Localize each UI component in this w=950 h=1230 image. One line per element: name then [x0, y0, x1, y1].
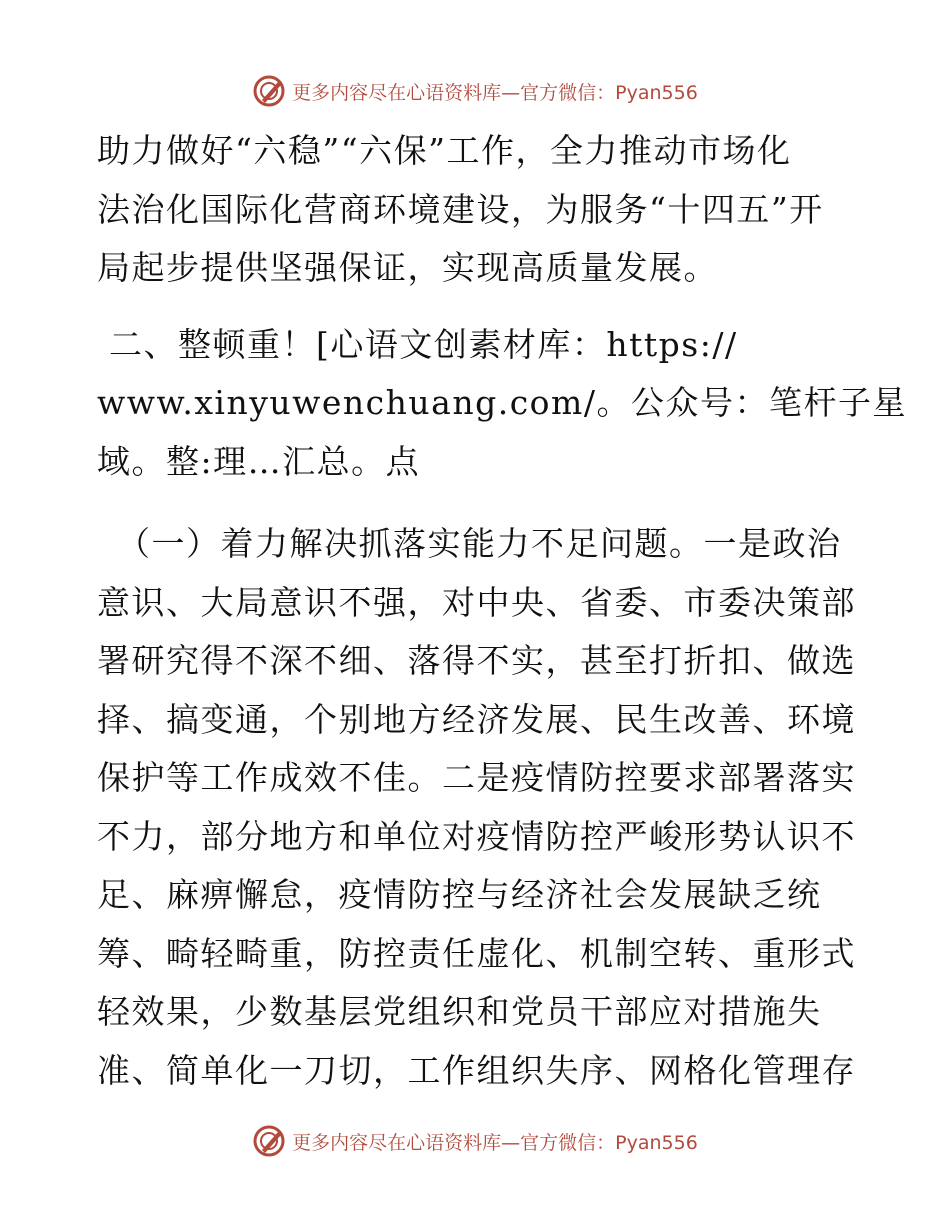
text-line: 保护等工作成效不佳。二是疫情防控要求部署落实 [97, 758, 856, 797]
text-line: 二、整顿重！[心语文创素材库：https:// [109, 324, 738, 364]
document-body [97, 122, 907, 1100]
header-banner [0, 71, 950, 111]
header-banner-text: 更多内容尽在心语资料库—官方微信：Pyan556 [292, 81, 698, 104]
red-pen-circle-logo-icon [252, 74, 286, 108]
paragraph-1 [97, 122, 857, 298]
footer-banner-text: 更多内容尽在心语资料库—官方微信：Pyan556 [292, 1131, 698, 1154]
text-line: 署研究得不深不细、落得不实，甚至打折扣、做选 [97, 641, 856, 680]
text-line: 局起步提供坚强保证，实现高质量发展。 [97, 248, 718, 287]
paragraph-2 [97, 316, 907, 492]
text-line: 域。整:理…汇总。点 [97, 441, 421, 481]
text-line: （一）着力解决抓落实能力不足问题。一是政治 [117, 524, 842, 563]
paragraph-3 [97, 515, 857, 1100]
text-line: 筹、畸轻畸重，防控责任虚化、机制空转、重形式 [97, 933, 856, 973]
text-line: 轻效果，少数基层党组织和党员干部应对措施失 [97, 992, 822, 1031]
text-line: 助力做好“六稳”“六保”工作，全力推动市场化 [97, 131, 792, 170]
text-line: 择、搞变通，个别地方经济发展、民生改善、环境 [97, 699, 856, 739]
text-line: www.xinyuwenchuang.com/。公众号：笔杆子星 [97, 383, 907, 422]
text-line: 准、简单化一刀切，工作组织失序、网格化管理存 [97, 1050, 856, 1090]
text-line: 法治化国际化营商环境建设，为服务“十四五”开 [97, 189, 824, 229]
text-line: 足、麻痹懈怠，疫情防控与经济社会发展缺乏统 [97, 875, 822, 914]
red-pen-circle-logo-icon [252, 1124, 286, 1158]
text-line: 意识、大局意识不强，对中央、省委、市委决策部 [97, 582, 856, 622]
footer-banner [0, 1121, 950, 1161]
text-line: 不力，部分地方和单位对疫情防控严峻形势认识不 [97, 816, 856, 856]
